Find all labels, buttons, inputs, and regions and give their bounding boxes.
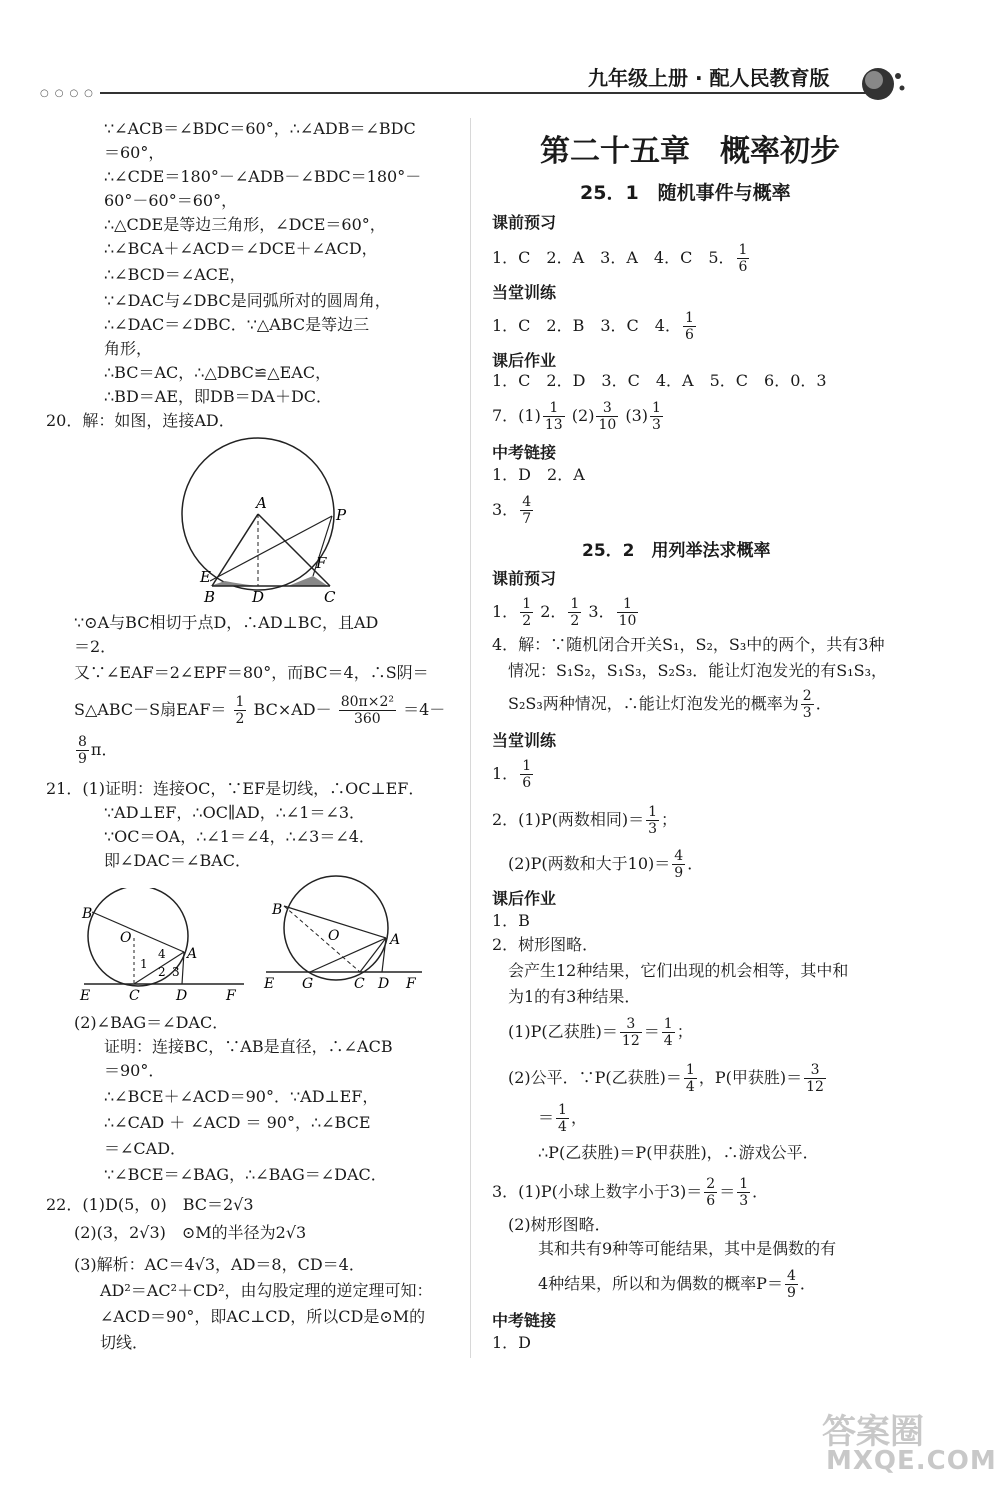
fraction: [339, 694, 396, 727]
fraction: [672, 848, 685, 881]
figure-20-line-ep: [210, 516, 332, 581]
left-line: ∵∠DAC与∠DBC是同弧所对的圆周角，: [104, 291, 391, 310]
text: (3): [625, 406, 649, 425]
subsection-heading: 课前预习: [492, 569, 557, 588]
denominator: 3: [739, 1193, 749, 1209]
fraction: [737, 242, 750, 275]
denominator: 12: [806, 1079, 824, 1095]
section-title: 25．1 随机事件与概率: [580, 182, 791, 204]
left-line: ＝∠CAD．: [104, 1139, 187, 1158]
numerator: 4: [786, 1268, 796, 1284]
left-line: ∴∠CDE＝180°－∠ADB－∠BDC＝180°－: [104, 167, 422, 186]
header-logo-icon: [856, 64, 906, 104]
numerator: 1: [684, 310, 694, 326]
figure-20-label: F: [316, 554, 327, 572]
subsection-heading: 当堂训练: [492, 731, 557, 750]
denominator: 7: [522, 511, 532, 527]
text: 3．: [588, 602, 615, 621]
left-line: 60°－60°＝60°，: [104, 191, 238, 210]
denominator: 3: [802, 705, 812, 721]
text: 1．C 2．A 3．A 4．C 5．: [492, 248, 735, 267]
figure-21-1-label: 4: [158, 947, 166, 961]
fraction: [704, 1176, 717, 1209]
figure-21-2-label: G: [302, 976, 314, 992]
left-line: (2)(3，2√3) ⊙M的半径为2√3: [74, 1223, 307, 1242]
text: ；: [661, 810, 678, 829]
right-line: [492, 804, 677, 837]
right-line: [492, 596, 640, 629]
left-line: ∴BC＝AC，∴△DBC≌△EAC，: [104, 363, 332, 382]
left-line: ∴∠CAD ＋ ∠ACD ＝ 90°，∴∠BCE: [104, 1113, 371, 1132]
subsection-heading: 中考链接: [492, 1311, 557, 1330]
denominator: 4: [558, 1119, 567, 1135]
text: ．: [752, 1182, 769, 1201]
section-title: 25．2 用列举法求概率: [582, 541, 771, 561]
text: ＝4－: [403, 700, 446, 719]
numerator: 1: [738, 242, 748, 258]
fraction: [568, 596, 581, 629]
text: (1)P(乙获胜)＝: [508, 1022, 618, 1041]
denominator: 12: [621, 1033, 640, 1049]
text: 2．(1)P(两数相同)＝: [492, 810, 645, 829]
fraction: [617, 596, 639, 629]
figure-21-2-bc: [284, 906, 360, 972]
left-line: ∴∠BCE＋∠ACD＝90°．∵AD⊥EF，: [104, 1087, 379, 1106]
fraction: [804, 1062, 826, 1095]
subsection-heading: 当堂训练: [492, 283, 557, 302]
left-line: ＝60°，: [104, 143, 165, 162]
text: ＝: [643, 1022, 660, 1041]
figure-21-1-label: 1: [140, 957, 148, 971]
fraction: [520, 494, 533, 527]
figure-20-label: E: [200, 568, 211, 586]
figure-21-2-label: C: [354, 976, 365, 992]
fraction: [556, 1102, 569, 1135]
right-line: [538, 1102, 587, 1135]
right-line: 情况：S₁S₂，S₁S₃，S₂S₃．能让灯泡发光的有S₁S₃，: [508, 661, 888, 680]
figure-20: [170, 436, 360, 606]
figure-21-1-diameter: [92, 912, 184, 952]
numerator: 1: [648, 804, 658, 820]
text: π．: [90, 740, 118, 759]
figure-21-2-label: D: [378, 976, 390, 992]
denominator: 6: [738, 259, 748, 275]
subsection-heading: 中考链接: [492, 443, 557, 462]
left-line: ∴BD＝AE，即DB＝DA＋DC．: [104, 387, 333, 406]
denominator: 10: [598, 417, 617, 433]
fraction: [683, 310, 696, 343]
denominator: 2: [522, 613, 532, 629]
question-21: 21．(1)证明：连接OC，∵EF是切线，∴OC⊥EF．: [46, 779, 425, 798]
left-line: 又∵∠EAF＝2∠EPF＝80°，而BC＝4，∴S阴＝: [74, 663, 429, 682]
numerator: 2: [802, 688, 812, 704]
text: 2．: [540, 602, 567, 621]
left-line: (3)解析：AC＝4√3，AD＝8，CD＝4．: [74, 1255, 365, 1274]
text: (2): [571, 406, 595, 425]
denominator: 2: [235, 711, 245, 727]
fraction: [234, 694, 247, 727]
right-line: 其和共有9种等可能结果，其中是偶数的有: [538, 1239, 837, 1258]
text: (2)公平．∵P(乙获胜)＝: [508, 1068, 682, 1087]
figure-21-1-label: A: [187, 946, 198, 962]
text: 1．C 2．B 3．C 4．: [492, 316, 681, 335]
right-line: [492, 1176, 768, 1209]
text: BC×AD－: [253, 700, 332, 719]
fraction: [520, 596, 533, 629]
numerator: 2: [706, 1176, 716, 1192]
figure-21-2-label: A: [390, 932, 401, 948]
denominator: 6: [522, 775, 532, 791]
text: ．: [687, 854, 704, 873]
right-line: [492, 758, 535, 791]
numerator: 4: [674, 848, 684, 864]
right-line: [538, 1268, 816, 1301]
right-line: [492, 494, 535, 527]
left-line: ∵∠BCE＝∠BAG，∴∠BAG＝∠DAC．: [104, 1165, 387, 1184]
question-22: 22．(1)D(5，0) BC＝2√3: [46, 1195, 254, 1214]
figure-20-label: A: [256, 494, 267, 512]
right-line: (2)树形图略．: [508, 1215, 611, 1234]
text: (2)P(两数和大于10)＝: [508, 854, 671, 873]
text: 4种结果，所以和为偶数的概率P＝: [538, 1274, 783, 1293]
right-line: 1．D: [492, 1333, 532, 1352]
denominator: 9: [78, 751, 87, 767]
right-line: 4．解：∵随机闭合开关S₁，S₂，S₃中的两个，共有3种: [492, 635, 885, 654]
text: 1．: [492, 602, 519, 621]
numerator: 1: [652, 400, 661, 416]
right-line: [492, 242, 751, 275]
numerator: 1: [522, 596, 532, 612]
subsection-heading: 课后作业: [492, 351, 557, 370]
figure-21-1-label: D: [176, 988, 188, 1004]
right-line: 1．D 2．A: [492, 465, 585, 484]
text: ．: [815, 694, 832, 713]
numerator: 1: [617, 596, 639, 613]
numerator: 3: [620, 1016, 642, 1033]
column-divider: [470, 118, 471, 1358]
denominator: 4: [685, 1079, 695, 1095]
figure-21-2-ga: [310, 938, 386, 972]
denominator: 2: [570, 613, 580, 629]
left-line: AD²＝AC²＋CD²，由勾股定理的逆定理可知：: [100, 1281, 433, 1300]
left-line: ∵OC＝OA，∴∠1＝∠4，∴∠3＝∠4．: [104, 827, 375, 846]
figure-21-2-label: B: [272, 902, 283, 918]
text: ＝: [719, 1182, 736, 1201]
right-line: 1．B: [492, 911, 530, 930]
figure-20-label: D: [252, 588, 265, 606]
right-line: 2．树形图略．: [492, 935, 599, 954]
right-line: [508, 1016, 693, 1049]
text: ＝: [538, 1108, 555, 1127]
numerator: 1: [558, 1102, 567, 1118]
left-line: 角形，: [104, 339, 153, 358]
right-line: [492, 310, 698, 343]
numerator: 3: [596, 400, 618, 417]
fraction: [646, 804, 659, 837]
denominator: 4: [663, 1033, 673, 1049]
denominator: 360: [353, 711, 381, 727]
figure-21-2: [262, 872, 432, 994]
denominator: 10: [618, 613, 637, 629]
denominator: 9: [786, 1285, 796, 1301]
left-line: 证明：连接BC，∵AB是直径，∴∠ACB: [104, 1037, 393, 1056]
numerator: 1: [235, 694, 245, 710]
fraction: [684, 1062, 697, 1095]
denominator: 9: [674, 865, 684, 881]
text: 1．: [492, 764, 519, 783]
left-line: ∵∠ACB＝∠BDC＝60°，∴∠ADB＝∠BDC: [104, 119, 416, 138]
left-line: [74, 734, 117, 767]
subsection-heading: 课后作业: [492, 889, 557, 908]
denominator: 6: [706, 1193, 716, 1209]
left-line: ＝2．: [74, 637, 117, 656]
text: ，P(甲获胜)＝: [698, 1068, 803, 1087]
text: S₂S₃两种情况，∴能让灯泡发光的概率为: [508, 694, 799, 713]
header-rule: [100, 92, 870, 94]
figure-21-1-label: O: [120, 930, 132, 946]
figure-21-1-label: B: [82, 906, 93, 922]
denominator: 6: [684, 327, 694, 343]
text: 7．(1): [492, 406, 541, 425]
fraction: [620, 1016, 642, 1049]
figure-20-line-ab: [212, 514, 258, 586]
figure-21-1-label: E: [80, 988, 91, 1004]
numerator: 8: [78, 734, 87, 750]
text: ；: [676, 1022, 693, 1041]
fraction: [543, 400, 565, 433]
left-line: ∴△CDE是等边三角形，∠DCE＝60°，: [104, 215, 386, 234]
right-line: [508, 688, 832, 721]
numerator: 1: [522, 758, 532, 774]
chapter-title: 第二十五章 概率初步: [540, 134, 840, 169]
figure-21-1-label: 3: [172, 965, 180, 979]
fraction: [76, 734, 89, 767]
denominator: 13: [544, 417, 563, 433]
figure-21-1: [74, 888, 254, 1004]
figure-21-2-label: E: [264, 976, 275, 992]
left-line: ∠ACD＝90°，即AC⊥CD，所以CD是⊙M的: [100, 1307, 426, 1326]
left-line: (2)∠BAG＝∠DAC．: [74, 1013, 229, 1032]
left-line: ∴∠DAC＝∠DBC．∵△ABC是等边三: [104, 315, 370, 334]
numerator: 3: [804, 1062, 826, 1079]
fraction: [520, 758, 533, 791]
figure-21-1-label: F: [226, 988, 236, 1004]
header-dots: ○○○○: [40, 88, 99, 99]
fraction: [596, 400, 618, 433]
text: S△ABC－S扇EAF＝: [74, 700, 227, 719]
right-line: 为1的有3种结果．: [508, 987, 641, 1006]
left-line: 切线．: [100, 1333, 149, 1352]
left-line: ∴∠BCD＝∠ACE，: [104, 265, 246, 284]
denominator: 3: [648, 821, 658, 837]
numerator: 1: [739, 1176, 749, 1192]
right-line: [508, 1062, 828, 1095]
question-20: 20．解：如图，连接AD．: [46, 411, 235, 430]
figure-20-label: B: [204, 588, 216, 606]
right-line: 会产生12种结果，它们出现的机会相等，其中和: [508, 961, 849, 980]
figure-21-1-label: C: [129, 988, 140, 1004]
denominator: 3: [652, 417, 661, 433]
figure-20-label: P: [336, 506, 347, 524]
numerator: 1: [663, 1016, 673, 1032]
watermark-logo: 答案圈: [822, 1412, 924, 1452]
left-line: ∵⊙A与BC相切于点D，∴AD⊥BC，且AD: [74, 613, 379, 632]
text: 3．: [492, 500, 519, 519]
fraction: [662, 1016, 675, 1049]
left-line: ∴∠BCA＋∠ACD＝∠DCE＋∠ACD，: [104, 239, 378, 258]
figure-20-label: C: [324, 588, 336, 606]
right-line: [492, 400, 665, 433]
left-line: ∵AD⊥EF，∴OC∥AD，∴∠1＝∠3．: [104, 803, 366, 822]
numerator: 80π×2²: [340, 694, 394, 710]
fraction: [801, 688, 814, 721]
left-line: 即∠DAC＝∠BAC．: [104, 851, 251, 870]
subsection-heading: 课前预习: [492, 213, 557, 232]
watermark-url: MXQE.COM: [826, 1446, 997, 1476]
left-line: [74, 694, 445, 727]
numerator: 4: [522, 494, 532, 510]
text: 3．(1)P(小球上数字小于3)＝: [492, 1182, 703, 1201]
figure-21-2-label: F: [406, 976, 416, 992]
numerator: 1: [570, 596, 580, 612]
right-line: ∴P(乙获胜)＝P(甲获胜)，∴游戏公平．: [538, 1143, 819, 1162]
text: ．: [799, 1274, 816, 1293]
fraction: [737, 1176, 750, 1209]
right-line: [508, 848, 703, 881]
figure-21-1-label: 2: [158, 965, 166, 979]
right-line: 1．C 2．D 3．C 4．A 5．C 6．0．3: [492, 371, 827, 390]
numerator: 1: [685, 1062, 695, 1078]
fraction: [785, 1268, 798, 1301]
numerator: 1: [543, 400, 565, 417]
header-title: 九年级上册 · 配人民教育版: [588, 66, 830, 90]
text: ，: [570, 1108, 587, 1127]
fraction: [650, 400, 663, 433]
left-line: ＝90°．: [104, 1061, 165, 1080]
figure-21-2-label: O: [328, 928, 340, 944]
